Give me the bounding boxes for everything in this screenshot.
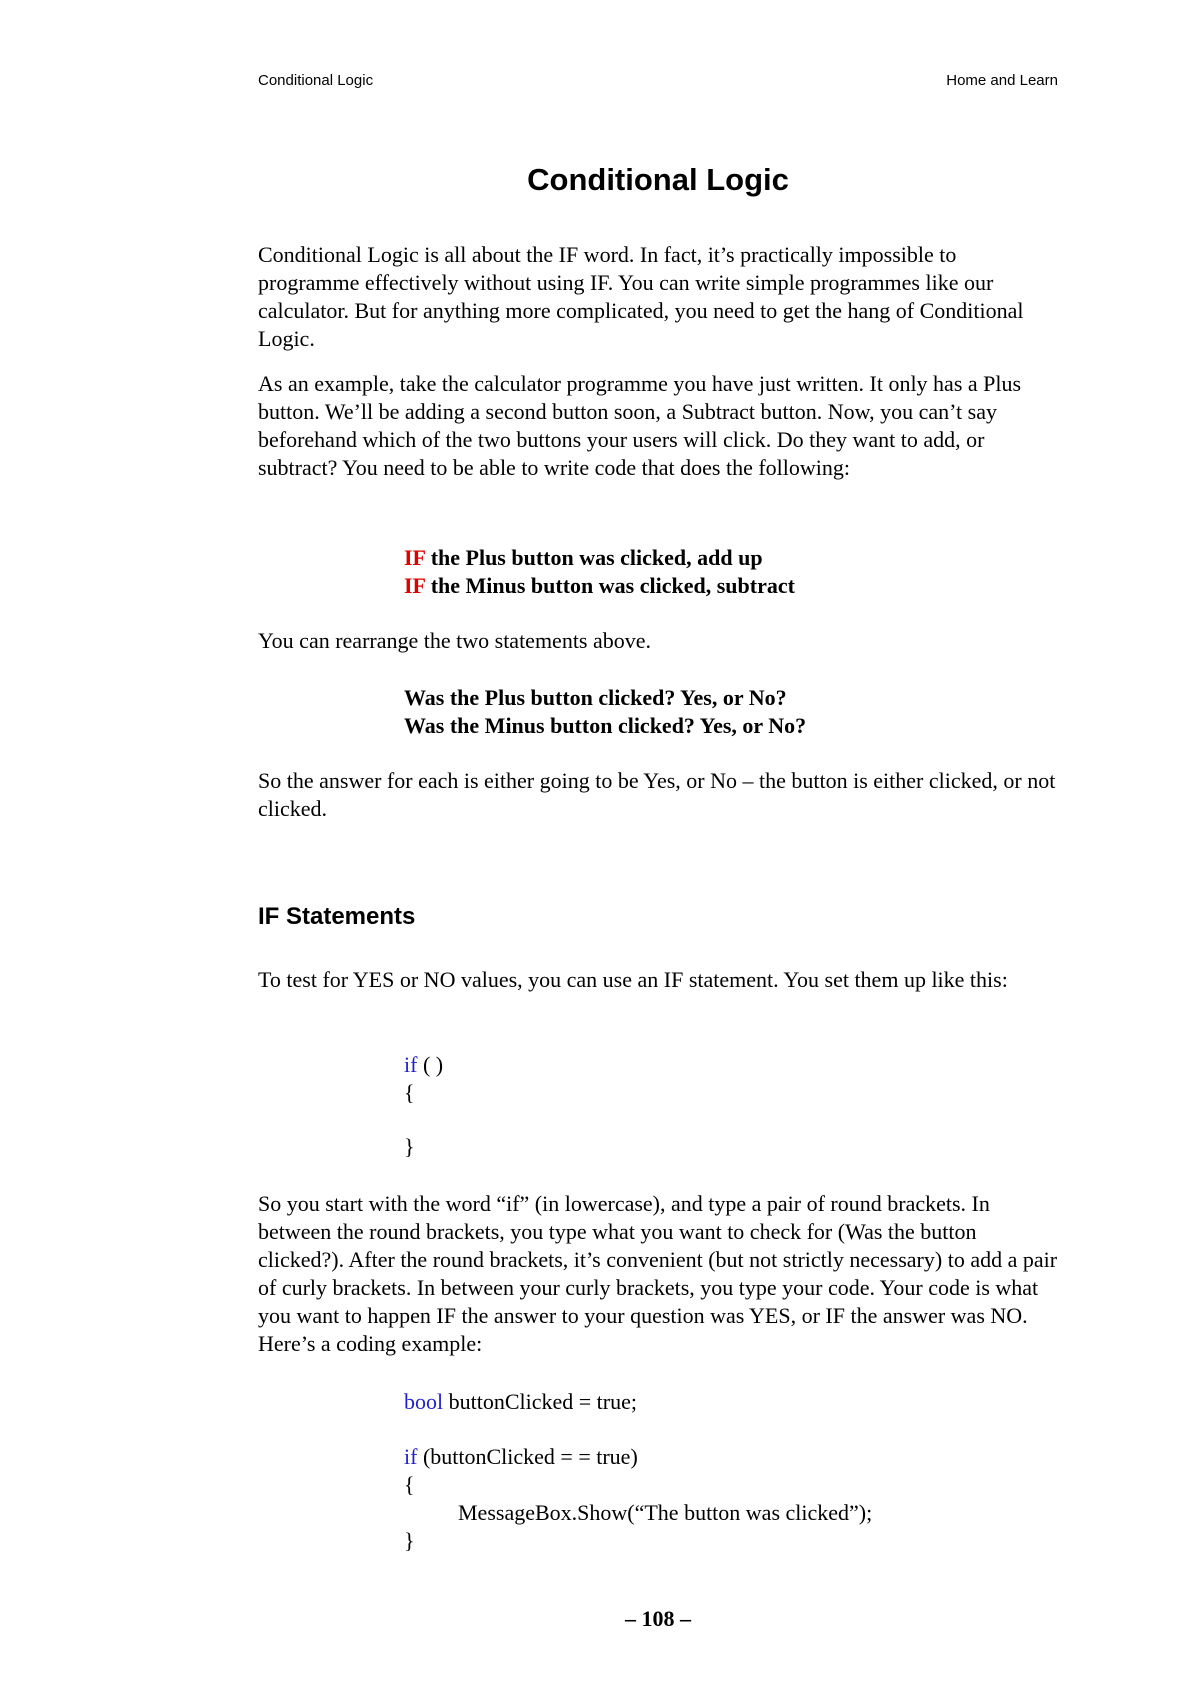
code-text: buttonClicked = true; [443, 1389, 637, 1414]
syntax-if-line [404, 1051, 443, 1079]
document-page [258, 0, 1058, 1697]
code-text: (buttonClicked = = true) [417, 1444, 638, 1469]
paragraph-answer: So the answer for each is either going to be Yes, or No – the button is either clicked, or not clicked. [258, 768, 1056, 821]
paragraph-test: To test for YES or NO values, you can use an IF statement. You set them up like this: [258, 967, 1008, 992]
code-line-bool [404, 1388, 637, 1416]
question-plus: Was the Plus button clicked? Yes, or No? [404, 685, 787, 710]
if-keyword: IF [404, 545, 426, 570]
if-keyword: IF [404, 573, 426, 598]
paragraph-explain: So you start with the word “if” (in lowercase), and type a pair of round brackets. In between the round brackets, you type what you want to check for (Was the button clicked?). After the round brackets, it’s convenient (but not strictly necessary) to add a pair of curly brackets. In between your curly brackets, you type your code. Your code is what you want to happen IF the answer to your question was YES, or IF the answer was NO. Here’s a coding example: [258, 1191, 1058, 1356]
syntax-open-brace: { [404, 1080, 415, 1105]
code-keyword: bool [404, 1389, 444, 1414]
code-close-brace: } [404, 1528, 415, 1553]
question-minus: Was the Minus button clicked? Yes, or No? [404, 713, 807, 738]
header-left: Conditional Logic [258, 72, 374, 89]
page-title: Conditional Logic [527, 162, 789, 197]
code-keyword: if [404, 1444, 418, 1469]
code-line-if [404, 1443, 638, 1471]
code-open-brace: { [404, 1472, 415, 1497]
if-line-plus [404, 544, 763, 572]
if-line-text: the Plus button was clicked, add up [425, 545, 763, 570]
code-text: ( ) [417, 1052, 444, 1077]
code-body-line: MessageBox.Show(“The button was clicked”); [458, 1500, 873, 1525]
header-right: Home and Learn [946, 72, 1058, 89]
if-line-minus [404, 572, 795, 600]
paragraph-intro: Conditional Logic is all about the IF word. In fact, it’s practically impossible to programme effectively without using IF. You can write simple programmes like our calculator. But for anything more complicated, you need to get the hang of Conditional Logic. [258, 242, 1024, 351]
syntax-close-brace: } [404, 1134, 415, 1159]
if-line-text: the Minus button was clicked, subtract [425, 573, 795, 598]
paragraph-example: As an example, take the calculator programme you have just written. It only has a Plus button. We’ll be adding a second button soon, a Subtract button. Now, you can’t say beforehand which of the two buttons your users will click. Do they want to add, or subtract? You need to be able to write code that does the following: [258, 371, 1022, 480]
section-heading: IF Statements [258, 903, 416, 930]
code-keyword: if [404, 1052, 418, 1077]
paragraph-rearrange: You can rearrange the two statements above. [258, 628, 652, 653]
page-number: – 108 – [625, 1606, 691, 1631]
